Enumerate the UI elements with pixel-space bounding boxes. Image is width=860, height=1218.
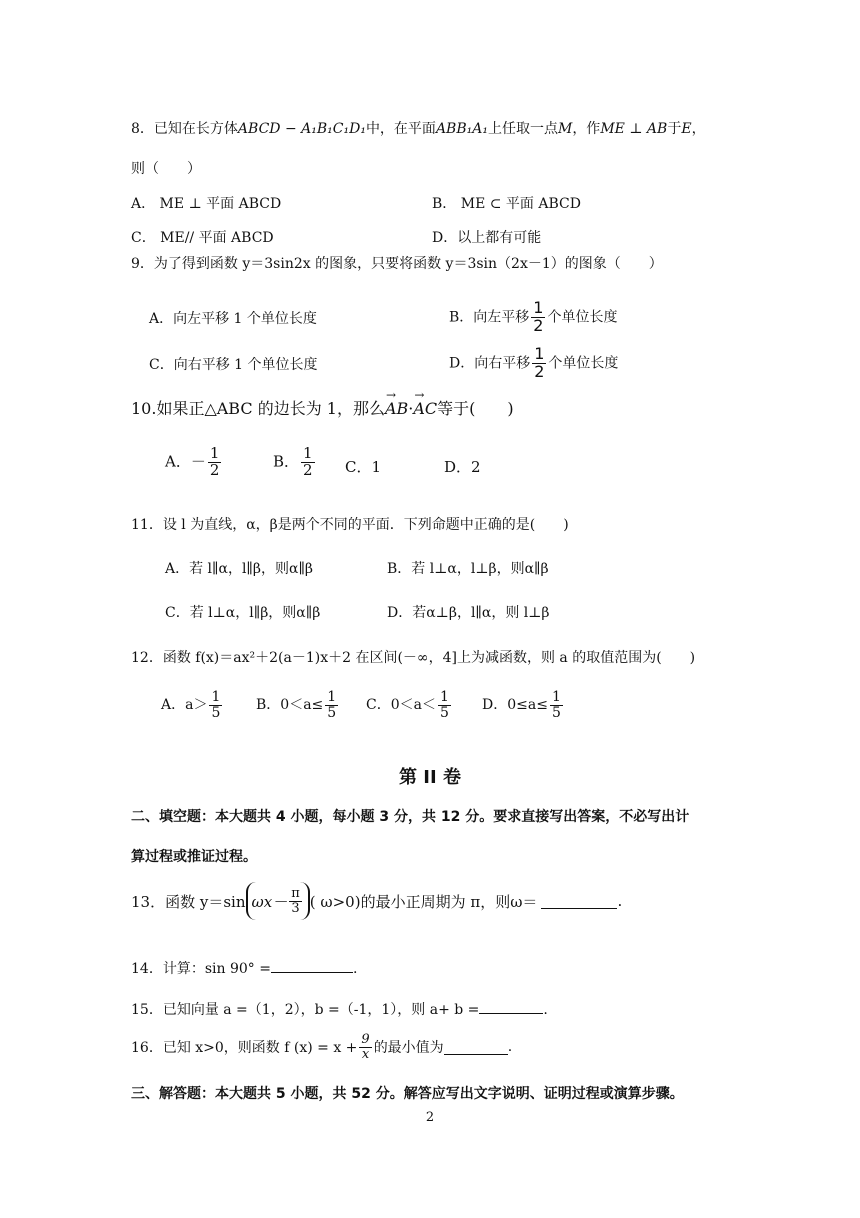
q9-fraction-d: $\frac{1}{2}$ — [534, 344, 545, 381]
q13-paren-group: ωx－ $\frac{\pi}{3}$ — [246, 882, 310, 920]
q11-option-c: C．若 l⊥α，l∥β，则α∥β — [165, 605, 321, 621]
q11-stem: 11．设 l 为直线，α，β是两个不同的平面．下列命题中正确的是( ) — [131, 517, 569, 533]
q8-option-b: B． ME ⊂ 平面 ABCD — [432, 196, 581, 212]
q8-stem-line2: 则（ ） — [131, 161, 201, 177]
q9-option-a: A．向左平移 1 个单位长度 — [149, 311, 317, 327]
section2-header-line1: 二、填空题：本大题共 4 小题，每小题 3 分，共 12 分。要求直接写出答案，不必写出计 — [131, 809, 690, 825]
q9-option-c: C．向右平移 1 个单位长度 — [149, 357, 318, 373]
q15: 15．已知向量 a =（1，2），b =（-1，1），则 a+ b = . — [131, 999, 548, 1019]
q16: 16．已知 x>0，则函数 f (x) = x + $\frac{9}{x}$ 的最小值为 . — [131, 1031, 513, 1062]
vector-ab: → AB — [385, 399, 408, 418]
q10-stem: 10.如果正△ABC 的边长为 1，那么→ AB·→ AC等于( ) — [131, 396, 514, 419]
vector-ac: → AC — [413, 399, 437, 418]
q14: 14．计算：sin 90° = . — [131, 958, 357, 978]
q8-option-c: C． ME// 平面 ABCD — [131, 230, 274, 246]
q8-option-a: A． ME ⊥ 平面 ABCD — [131, 196, 282, 212]
q12-option-c: C．0＜a＜ $\frac{1}{5}$ — [366, 689, 449, 721]
q8-stem: 8．已知在长方体ABCD − A₁B₁C₁D₁中，在平面ABB₁A₁上任取一点M，作ME ⊥ AB于E， — [131, 121, 706, 137]
q8-option-d: D．以上都有可能 — [432, 230, 542, 246]
q13: 13．函数 y＝sin ωx－ $\frac{\pi}{3}$ ( ω>0)的最小正周期为 π，则ω＝ . — [131, 874, 622, 928]
q10-option-c: C．1 — [345, 458, 382, 476]
q10-option-a: A．－ $\frac{1}{2}$ — [165, 444, 220, 479]
q9-option-b: B．向左平移 $\frac{1}{2}$ 个单位长度 — [449, 298, 618, 335]
q10-option-d: D．2 — [444, 458, 481, 476]
q10-option-b: B． $\frac{1}{2}$ — [273, 444, 313, 479]
q12-option-b: B．0＜a≤ $\frac{1}{5}$ — [256, 689, 337, 721]
q11-option-b: B．若 l⊥α，l⊥β，则α∥β — [387, 561, 549, 577]
q11-option-d: D．若α⊥β，l∥α，则 l⊥β — [387, 605, 550, 621]
q12-option-a: A．a＞ $\frac{1}{5}$ — [161, 689, 221, 721]
q12-stem: 12．函数 f(x)＝ax²＋2(a－1)x＋2 在区间(－∞，4]上为减函数，则 a 的取值范围为( ) — [131, 650, 696, 666]
section3-header: 三、解答题：本大题共 5 小题，共 52 分。解答应写出文字说明、证明过程或演算步骤。 — [131, 1086, 684, 1102]
q13-answer-blank[interactable] — [541, 894, 617, 909]
q9-fraction-b: $\frac{1}{2}$ — [533, 298, 544, 335]
q14-answer-blank[interactable] — [271, 958, 353, 973]
q9-option-d: D．向右平移 $\frac{1}{2}$ 个单位长度 — [449, 344, 619, 381]
q16-answer-blank[interactable] — [444, 1040, 508, 1055]
page-number: 2 — [425, 1110, 435, 1125]
q11-option-a: A．若 l∥α，l∥β，则α∥β — [165, 561, 314, 577]
q12-option-d: D．0≤a≤ $\frac{1}{5}$ — [482, 689, 561, 721]
section2-header-line2: 算过程或推证过程。 — [131, 849, 257, 865]
q15-answer-blank[interactable] — [479, 999, 543, 1014]
q9-stem: 9．为了得到函数 y＝3sin2x 的图象，只要将函数 y＝3sin（2x－1）的图象（ ） — [131, 256, 663, 272]
part2-title: 第 II 卷 — [399, 767, 461, 788]
